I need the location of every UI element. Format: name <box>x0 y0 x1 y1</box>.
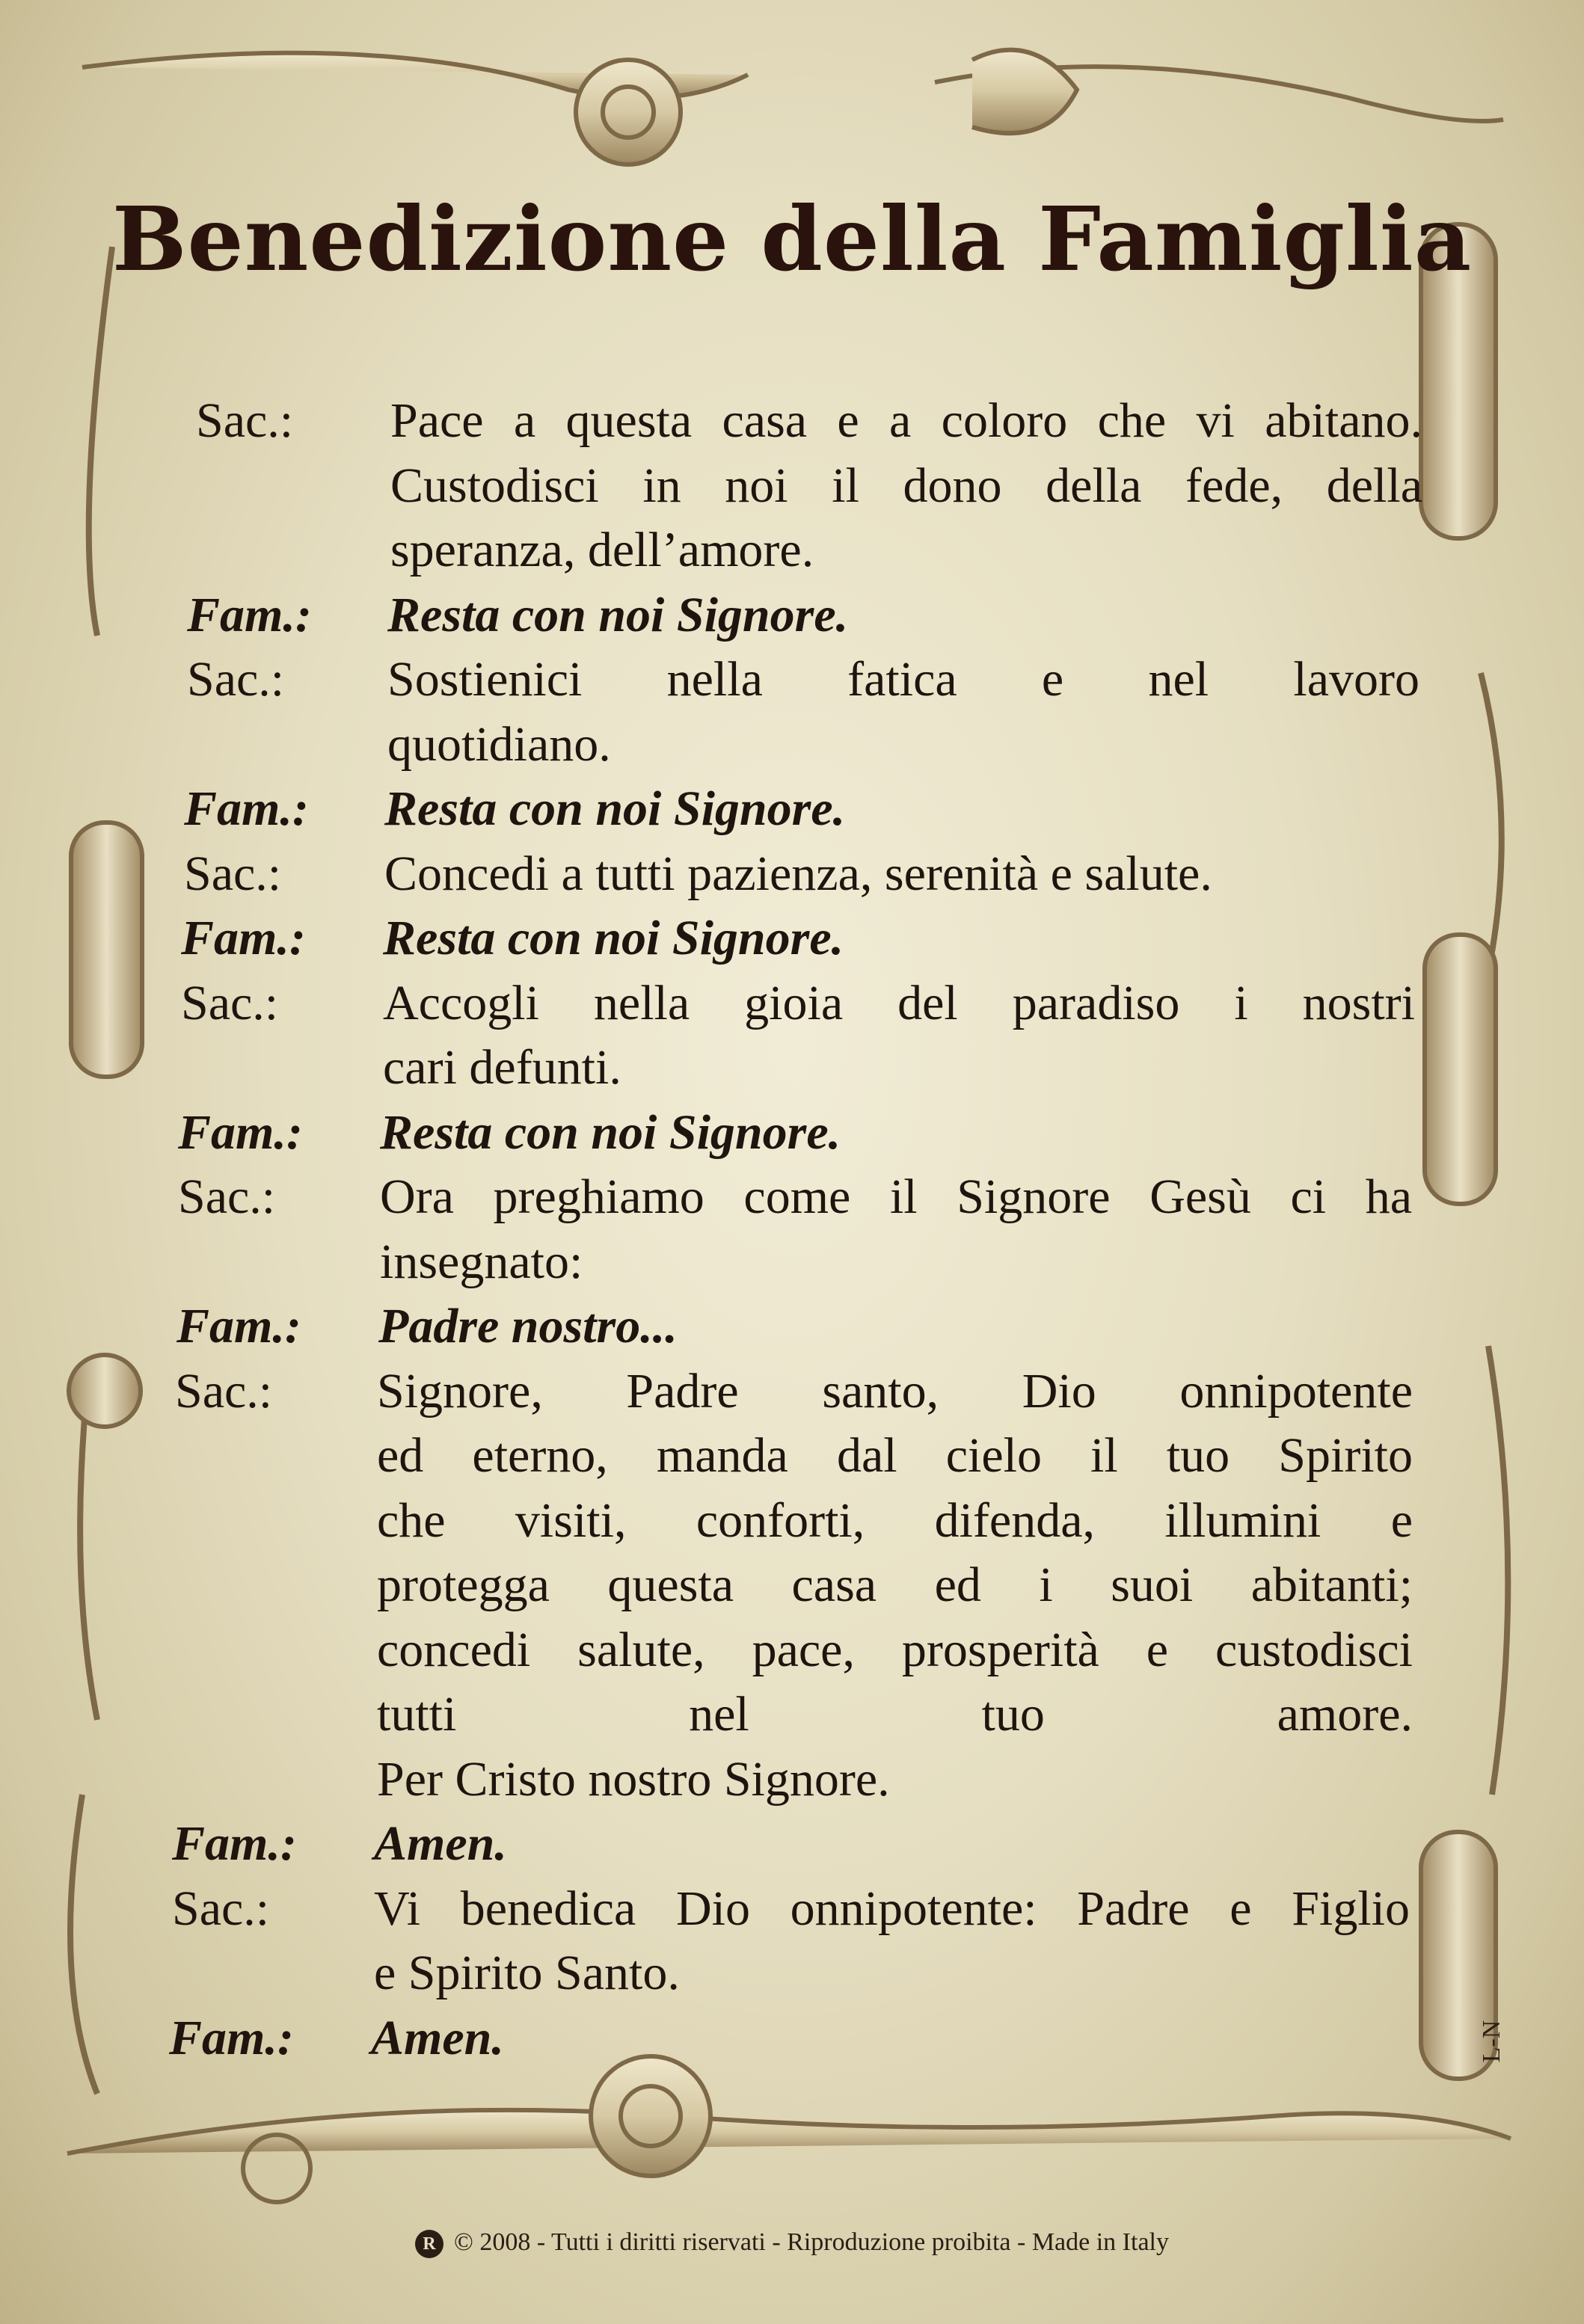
speaker-label: Sac.: <box>184 846 282 901</box>
prayer-line: quotidiano. <box>387 716 611 772</box>
prayer-line: Concedi a tutti pazienza, serenità e salute. <box>384 846 1212 901</box>
speaker-label: Fam.: <box>169 2010 294 2065</box>
response-line: Amen. <box>371 2010 504 2065</box>
prayer-line: insegnato: <box>380 1234 583 1289</box>
prayer-line: cari defunti. <box>383 1040 621 1095</box>
prayer-line: tutti nel tuo amore. <box>377 1687 1413 1742</box>
speaker-label: Fam.: <box>176 1299 301 1353</box>
publisher-logo: R <box>415 2230 443 2258</box>
speaker-label: Sac.: <box>187 652 285 707</box>
speaker-label: Fam.: <box>181 911 306 965</box>
copyright-footer <box>0 2228 1584 2258</box>
prayer-line: Vi benedica Dio onnipotente: Padre e Figlio <box>374 1881 1410 1936</box>
response-line: Resta con noi Signore. <box>380 1104 841 1160</box>
prayer-line: protegga questa casa ed i suoi abitanti; <box>377 1558 1413 1612</box>
prayer-line: Custodisci in noi il dono della fede, della <box>390 458 1422 513</box>
page-title: Benedizione della Famiglia <box>111 187 1473 291</box>
prayer-line: Signore, Padre santo, Dio onnipotente <box>377 1363 1413 1418</box>
prayer-line: Per Cristo nostro Signore. <box>377 1751 890 1807</box>
speaker-label: Fam.: <box>187 587 312 642</box>
prayer-line: speranza, dell’amore. <box>390 523 814 577</box>
prayer-line: e Spirito Santo. <box>374 1946 680 2000</box>
speaker-label: Fam.: <box>172 1816 297 1871</box>
prayer-line: Accogli nella gioia del paradiso i nostri <box>383 975 1415 1030</box>
speaker-label: Sac.: <box>196 393 294 448</box>
prayer-line: Ora preghiamo come il Signore Gesù ci ha <box>380 1169 1412 1224</box>
prayer-line: Sostienici nella fatica e nel lavoro <box>387 652 1419 707</box>
speaker-label: Sac.: <box>175 1363 273 1418</box>
response-line: Padre nostro... <box>378 1299 678 1353</box>
copyright-text: © 2008 - Tutti i diritti riservati - Riproduzione proibita - Made in Italy <box>454 2228 1169 2256</box>
speaker-label: Fam.: <box>178 1104 303 1160</box>
prayer-line: che visiti, conforti, difenda, illumini e <box>377 1493 1413 1548</box>
prayer-line: Pace a questa casa e a coloro che vi abitano. <box>390 393 1422 448</box>
response-line: Resta con noi Signore. <box>387 587 849 642</box>
speaker-label: Sac.: <box>172 1881 270 1936</box>
product-code: L-N <box>1478 2020 1505 2063</box>
speaker-label: Sac.: <box>181 975 279 1030</box>
response-line: Amen. <box>374 1816 507 1871</box>
speaker-label: Fam.: <box>184 781 309 836</box>
prayer-line: ed eterno, manda dal cielo il tuo Spirito <box>377 1428 1413 1483</box>
response-line: Resta con noi Signore. <box>384 781 846 836</box>
prayer-line: concedi salute, pace, prosperità e custodisci <box>377 1622 1413 1677</box>
response-line: Resta con noi Signore. <box>383 911 844 965</box>
speaker-label: Sac.: <box>178 1169 276 1224</box>
